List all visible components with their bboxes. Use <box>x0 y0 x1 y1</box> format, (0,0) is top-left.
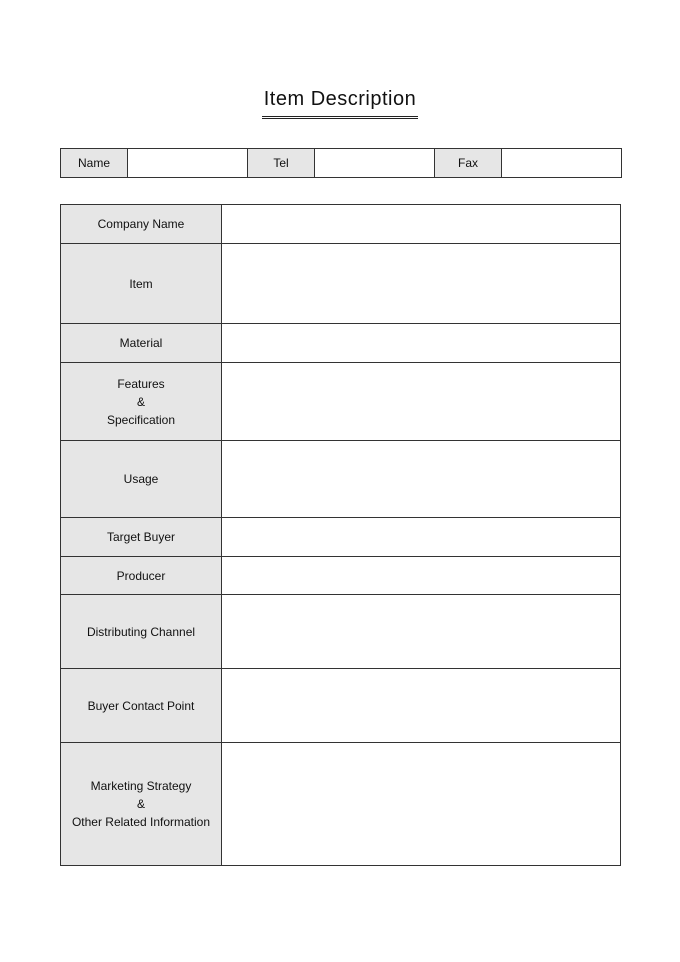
fax-label: Fax <box>435 149 502 178</box>
item-row <box>61 244 621 324</box>
contact-table <box>60 148 622 178</box>
features-row <box>61 363 621 441</box>
features-label <box>61 363 222 441</box>
title-container <box>0 88 680 119</box>
buyer-contact-point-label: Buyer Contact Point <box>61 669 222 743</box>
company-name-field[interactable] <box>222 205 621 244</box>
buyer-contact-point-field[interactable] <box>222 669 621 743</box>
marketing-field[interactable] <box>222 743 621 866</box>
distributing-channel-row <box>61 595 621 669</box>
buyer-contact-point-row <box>61 669 621 743</box>
marketing-label-line-1: Marketing Strategy <box>90 779 192 793</box>
marketing-label <box>61 743 222 866</box>
company-name-row <box>61 205 621 244</box>
material-field[interactable] <box>222 324 621 363</box>
material-row <box>61 324 621 363</box>
page-title: Item Description <box>262 88 419 119</box>
tel-field[interactable] <box>315 149 435 178</box>
usage-label: Usage <box>61 441 222 518</box>
target-buyer-field[interactable] <box>222 518 621 557</box>
features-label-line-1: Features <box>117 376 165 391</box>
item-description-table <box>60 204 621 866</box>
marketing-label-line-2: & <box>136 797 145 811</box>
contact-row <box>61 149 622 178</box>
material-label: Material <box>61 324 222 363</box>
name-field[interactable] <box>128 149 248 178</box>
target-buyer-row <box>61 518 621 557</box>
producer-row <box>61 557 621 595</box>
distributing-channel-label: Distributing Channel <box>61 595 222 669</box>
name-label: Name <box>61 149 128 178</box>
marketing-label-line-3: Other Related Information <box>71 815 211 829</box>
features-field[interactable] <box>222 363 621 441</box>
company-name-label: Company Name <box>61 205 222 244</box>
item-label: Item <box>61 244 222 324</box>
item-field[interactable] <box>222 244 621 324</box>
marketing-row <box>61 743 621 866</box>
usage-field[interactable] <box>222 441 621 518</box>
distributing-channel-field[interactable] <box>222 595 621 669</box>
fax-field[interactable] <box>502 149 622 178</box>
features-label-line-3: Specification <box>106 412 176 427</box>
producer-label: Producer <box>61 557 222 595</box>
producer-field[interactable] <box>222 557 621 595</box>
target-buyer-label: Target Buyer <box>61 518 222 557</box>
tel-label: Tel <box>248 149 315 178</box>
usage-row <box>61 441 621 518</box>
features-label-line-2: & <box>136 394 145 409</box>
